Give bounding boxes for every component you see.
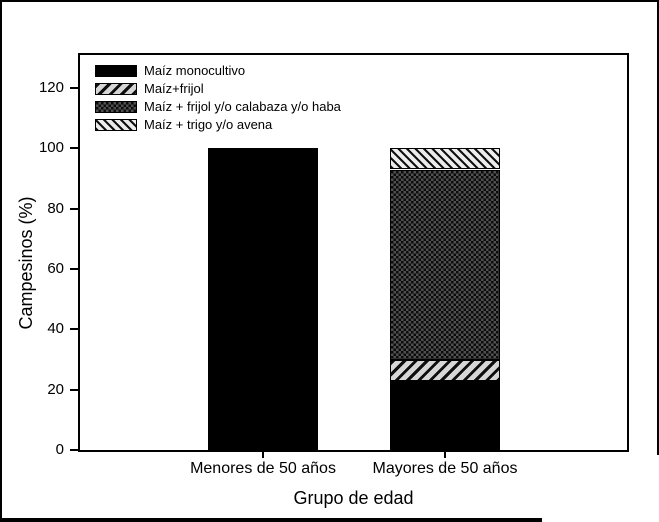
- y-tick: [70, 328, 78, 330]
- legend-row: [95, 116, 341, 134]
- y-tick: [70, 449, 78, 451]
- legend-swatch-diag-down: [95, 119, 137, 131]
- x-axis-title: Grupo de edad: [293, 488, 414, 508]
- figure-border-bottom: [0, 518, 542, 522]
- y-tick: [70, 389, 78, 391]
- legend-label: Maíz+frijol: [144, 81, 204, 96]
- y-tick: [70, 87, 78, 89]
- y-tick: [70, 147, 78, 149]
- category-label: Mayores de 50 años: [372, 460, 518, 477]
- y-tick: [70, 268, 78, 270]
- y-tick-label: 0: [55, 441, 64, 458]
- legend-swatch-solid: [95, 65, 137, 77]
- y-tick-label: 60: [47, 260, 64, 278]
- y-tick-label: 80: [47, 199, 64, 217]
- bar-segment-dense: [390, 170, 500, 360]
- x-tick: [262, 452, 264, 458]
- legend-row: [95, 80, 341, 98]
- bar-segment-solid: [208, 148, 318, 450]
- bar-segment-solid: [390, 381, 500, 450]
- x-tick: [444, 452, 446, 458]
- bar-segment-diag-down: [390, 148, 500, 169]
- y-tick-label: 20: [47, 380, 64, 398]
- category-label: Menores de 50 años: [190, 460, 336, 477]
- legend-label: Maíz monocultivo: [144, 63, 246, 78]
- y-tick: [70, 208, 78, 210]
- legend-label: Maíz + frijol y/o calabaza y/o haba: [144, 99, 341, 114]
- legend: [95, 62, 341, 134]
- legend-row: [95, 62, 341, 80]
- legend-swatch-dense: [95, 101, 137, 113]
- y-axis-title: Campesinos (%): [16, 196, 36, 330]
- y-tick-label: 100: [38, 139, 64, 157]
- y-tick-label: 40: [47, 320, 64, 338]
- legend-row: [95, 98, 341, 116]
- legend-swatch-diag-up: [95, 83, 137, 95]
- legend-label: Maíz + trigo y/o avena: [144, 117, 273, 132]
- bar-segment-diag-up: [390, 360, 500, 381]
- y-tick-label: 120: [38, 79, 64, 97]
- figure-border-top: [0, 0, 659, 2]
